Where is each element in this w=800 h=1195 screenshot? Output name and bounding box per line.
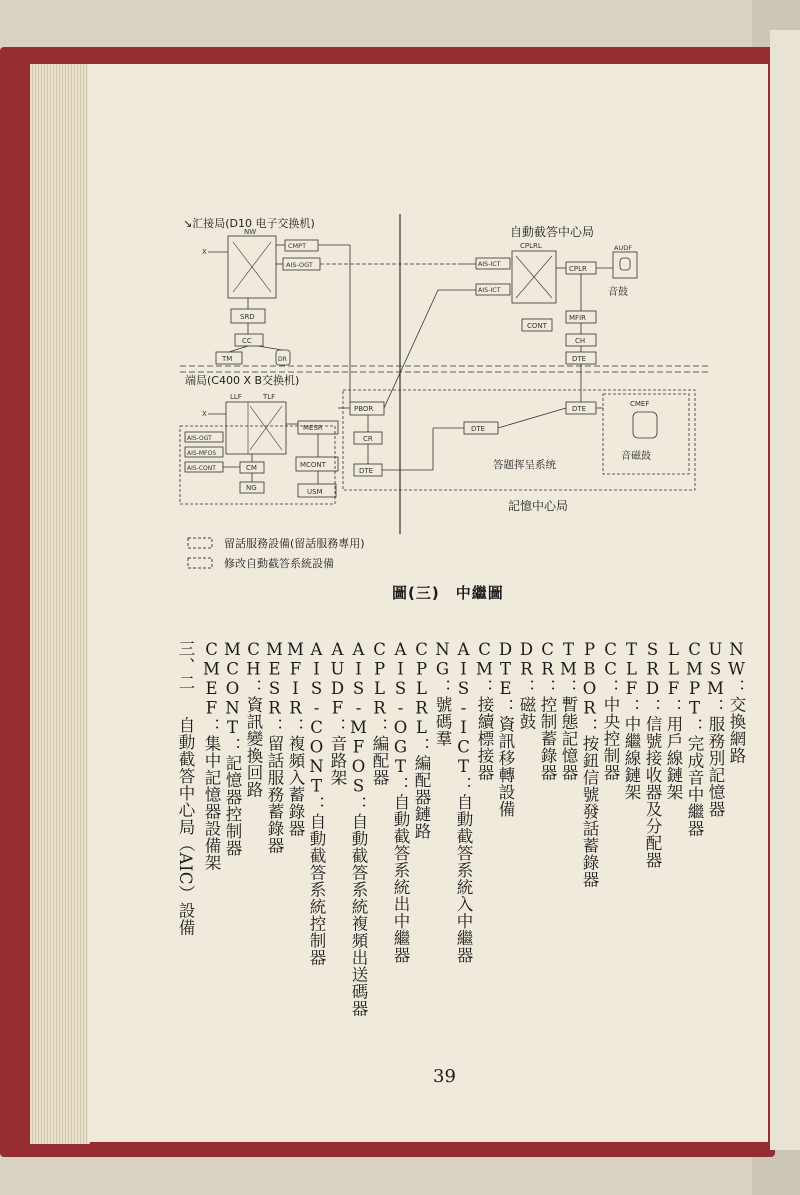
glossary-abbr: DR (517, 640, 536, 679)
glossary-entry (558, 640, 578, 781)
nw-label: NW (244, 228, 257, 236)
glossary-entry (432, 640, 452, 747)
glossary-desc: 暫態記憶器 (559, 696, 578, 781)
cont-label: CONT (527, 322, 547, 330)
glossary-abbr: AIS-CONT (307, 640, 326, 796)
glossary-abbr: TM (559, 640, 578, 679)
glossary-separator: ： (706, 698, 725, 716)
tlf-label: TLF (263, 393, 276, 401)
mcont-label: MCONT (300, 461, 326, 469)
glossary-abbr: SRD (643, 640, 662, 699)
glossary-desc: 留話服務蓄錄器 (265, 735, 284, 854)
glossary-entry (306, 640, 326, 966)
glossary-abbr: CPLR (370, 640, 389, 718)
glossary-entry (495, 640, 515, 818)
glossary-desc: 自動截答系統出中繼器 (391, 793, 410, 964)
glossary-abbr: CM (475, 640, 494, 679)
glossary-entry (600, 640, 620, 781)
x-mark-2: X (202, 410, 207, 418)
glossary-desc: 資訊變換回路 (244, 696, 263, 798)
cmef-drum-icon (633, 412, 657, 438)
glossary-desc: 編配器鏈路 (412, 754, 431, 840)
glossary-abbr: AIS-MFOS (349, 640, 368, 796)
glossary-entry (663, 640, 683, 801)
trunking-diagram (88, 64, 768, 594)
glossary-entry (453, 640, 473, 964)
glossary-abbr: AUDF (328, 640, 347, 718)
glossary-desc: 控制蓄錄器 (538, 696, 557, 781)
cc-label: CC (242, 337, 252, 345)
glossary-separator: ： (223, 737, 242, 755)
glossary-separator: ： (349, 796, 368, 813)
glossary-entry (201, 640, 221, 871)
dte-2-label: DTE (572, 405, 587, 413)
glossary-separator: ： (391, 776, 410, 794)
memory-center-label: 記憶中心局 (508, 499, 569, 513)
glossary-desc: 用戶線鏈架 (664, 715, 683, 801)
glossary-separator: ： (286, 718, 305, 735)
legend-2-text: 修改自動截答系統設備 (224, 557, 334, 570)
glossary-separator: ： (244, 679, 263, 696)
llf-label: LLF (230, 393, 242, 401)
section-heading (175, 640, 195, 936)
glossary-abbr: NW (727, 640, 746, 679)
glossary-abbr: DTE (496, 640, 515, 699)
glossary-separator: ： (202, 718, 221, 735)
dte-1-label: DTE (572, 355, 587, 363)
glossary-separator: ： (412, 737, 431, 755)
glossary-entry (222, 640, 242, 857)
mid-header: 端局(C400 X B交换机) (185, 374, 300, 387)
glossary-abbr: MCONT (223, 640, 242, 738)
glossary-entry (705, 640, 725, 818)
cm-label: CM (246, 464, 257, 472)
glossary-desc: 複頻入蓄錄器 (286, 735, 305, 837)
glossary-separator: ： (454, 776, 473, 794)
glossary-entry (537, 640, 557, 781)
ais-mfos-label: AIS-MFOS (187, 450, 217, 457)
cmpt-label: CMPT (288, 242, 307, 250)
ais-ogt-top-label: AIS-OGT (286, 261, 313, 269)
glossary-desc: 音路架 (328, 735, 347, 786)
usm-label: USM (307, 488, 323, 496)
glossary-separator: ： (328, 718, 347, 735)
ng-label: NG (246, 484, 257, 492)
glossary-entry (474, 640, 494, 781)
facing-page-edge (770, 30, 800, 1150)
legend-1-swatch (188, 538, 212, 548)
ais-ict-2-label: AIS-ICT (478, 287, 501, 294)
glossary-desc: 信號接收器及分配器 (643, 715, 662, 869)
glossary-abbr: CPLRL (412, 640, 431, 738)
llf-tlf-box (226, 402, 286, 454)
glossary-entry (726, 640, 746, 764)
cmef-label: CMEF (630, 400, 650, 408)
header-left: ↘汇接局(D10 电子交换机) (183, 217, 315, 230)
glossary-entry (264, 640, 284, 854)
pbor-label: PBOR (354, 405, 374, 413)
glossary-abbr: AIS-OGT (391, 640, 410, 777)
glossary-entry (369, 640, 389, 786)
mfir-label: MFIR (569, 314, 586, 322)
glossary-entry (516, 640, 536, 730)
glossary-entry (327, 640, 347, 786)
ch-label: CH (575, 337, 586, 345)
glossary-entry (579, 640, 599, 888)
glossary-desc: 接續標接器 (475, 696, 494, 781)
glossary-separator: ： (433, 679, 452, 696)
glossary-abbr: CC (601, 640, 620, 679)
recorder-2-label: 音磁鼓 (621, 451, 651, 462)
glossary-abbr: NG (433, 640, 452, 679)
glossary-desc: 資訊移轉設備 (496, 715, 515, 818)
glossary-separator: ： (265, 718, 284, 735)
glossary-separator: ： (622, 698, 641, 716)
glossary-separator: ： (664, 698, 683, 716)
glossary-separator: ： (727, 679, 746, 696)
ais-ogt-label: AIS-OGT (187, 435, 212, 442)
glossary-separator: ： (475, 679, 494, 696)
glossary-desc: 記憶器控制器 (223, 754, 242, 857)
figure-caption: 圖(三) 中繼圖 (392, 584, 504, 602)
glossary-separator: ： (517, 679, 536, 696)
glossary-desc: 號碼羣 (433, 696, 452, 747)
glossary-entry (642, 640, 662, 869)
glossary-desc: 編配器 (370, 735, 389, 786)
glossary-separator: ： (538, 679, 557, 696)
recorder-1-label: 音鼓 (608, 287, 628, 298)
glossary-abbr: PBOR (580, 640, 599, 718)
glossary-abbr: USM (706, 640, 725, 699)
legend-1-text: 留話服務設備(留話服務專用) (224, 537, 365, 550)
glossary-desc: 磁鼓 (517, 696, 536, 730)
glossary-abbr: AIS-ICT (454, 640, 473, 777)
tm-label: TM (222, 355, 233, 363)
section-title: 自動截答中心局（AIC）設備 (176, 716, 195, 937)
glossary-desc: 完成音中繼器 (685, 735, 704, 837)
sub-system-label: 答题挥呈系统 (493, 459, 556, 471)
page-edges (30, 64, 90, 1144)
page-number: 39 (433, 1066, 456, 1087)
glossary-entry (243, 640, 263, 798)
glossary-abbr: CH (244, 640, 263, 679)
dte-4-label: DTE (471, 425, 486, 433)
glossary-desc: 按鈕信號發話蓄錄器 (580, 735, 599, 888)
glossary-desc: 自動截答系統控制器 (307, 813, 326, 966)
header-right: 自動截答中心局 (510, 225, 595, 239)
glossary-desc: 中央控制器 (601, 696, 620, 781)
glossary-desc: 自動截答系統入中繼器 (454, 793, 473, 964)
glossary-entry (285, 640, 305, 837)
ais-ict-1-label: AIS-ICT (478, 261, 501, 268)
glossary-separator: ： (559, 679, 578, 696)
glossary-separator: ： (370, 718, 389, 735)
glossary-desc: 自動截答系統複頻出送碼器 (349, 813, 368, 1017)
glossary-entry (621, 640, 641, 801)
glossary-abbr: MFIR (286, 640, 305, 718)
glossary-abbr: TLF (622, 640, 641, 699)
audf-label: AUDF (614, 244, 632, 252)
glossary-abbr: LLF (664, 640, 683, 699)
cplrl-label: CPLRL (520, 242, 542, 250)
glossary-separator: ： (601, 679, 620, 696)
cplr-label: CPLR (569, 265, 587, 273)
glossary-separator: ： (307, 796, 326, 813)
glossary-entry (348, 640, 368, 1017)
audf-box (613, 252, 637, 278)
glossary-entry (684, 640, 704, 837)
cr-label: CR (363, 435, 373, 443)
legend-2-swatch (188, 558, 212, 568)
glossary-desc: 服務別記憶器 (706, 715, 725, 818)
glossary-separator: ： (685, 718, 704, 735)
ais-cont-label: AIS-CONT (187, 465, 216, 472)
glossary-separator: ： (643, 698, 662, 716)
dr-label: DR (278, 356, 287, 363)
section-number: 三、二 (176, 640, 195, 691)
glossary-desc: 集中記憶器設備架 (202, 735, 221, 871)
glossary-abbr: CMEF (202, 640, 221, 718)
glossary-separator: ： (496, 698, 515, 716)
glossary-desc: 中繼線鏈架 (622, 715, 641, 801)
glossary-desc: 交換網路 (727, 696, 746, 764)
srd-label: SRD (240, 313, 255, 321)
dte-3-label: DTE (359, 467, 374, 475)
glossary-entry (411, 640, 431, 840)
x-mark-1: X (202, 248, 207, 256)
audf-drum-icon (620, 258, 630, 270)
glossary-abbr: MESR (265, 640, 284, 718)
glossary-abbr: CMPT (685, 640, 704, 718)
glossary-separator: ： (580, 718, 599, 735)
mesr-label: MESR (303, 424, 323, 432)
glossary-entry (390, 640, 410, 964)
glossary-abbr: CR (538, 640, 557, 679)
